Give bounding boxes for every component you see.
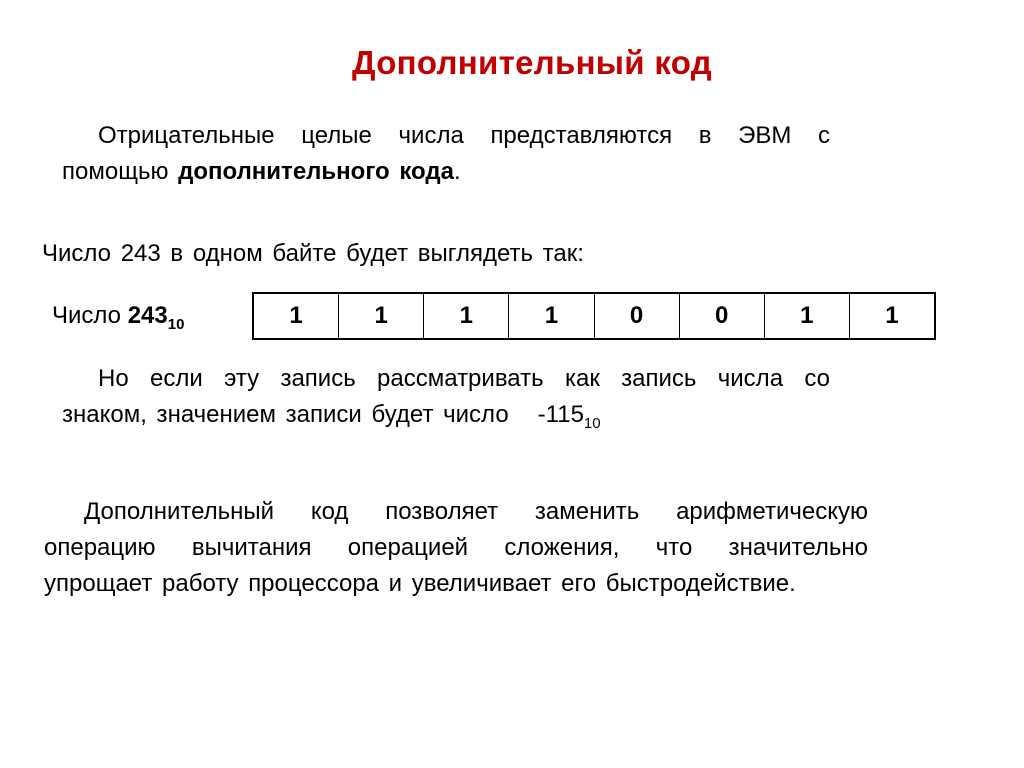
- bit-cell: 1: [289, 302, 303, 329]
- byte-table: [252, 292, 936, 340]
- signed-value-base: 10: [583, 415, 601, 432]
- paragraph-line: упрощает работу процессора и увеличивает его быстродействие.: [44, 570, 796, 597]
- bit-cell: 1: [764, 294, 849, 338]
- bit-cell: 1: [508, 294, 593, 338]
- paragraph-line: Отрицательные целые числа представляются в ЭВМ с: [98, 122, 830, 149]
- bit-cell: 0: [679, 294, 764, 338]
- paragraph-line: знаком, значением записи будет число -115: [62, 401, 584, 428]
- paragraph-line: операцию вычитания операцией сложения, что значительно: [44, 534, 868, 561]
- paragraph-advantages: [44, 494, 868, 602]
- bit-cell: 1: [338, 294, 423, 338]
- paragraph-line: Дополнительный код позволяет заменить арифметическую: [84, 498, 868, 525]
- paragraph-negative-numbers: [62, 118, 830, 190]
- number-label-prefix: Число: [52, 302, 128, 329]
- paragraph-signed-interpretation: [62, 361, 830, 433]
- number-base: 10: [167, 316, 185, 333]
- bit-cell: 0: [594, 294, 679, 338]
- paragraph-text: помощью: [62, 158, 179, 185]
- number-label: [52, 302, 185, 333]
- number-value: [127, 302, 185, 333]
- paragraph-text: .: [453, 158, 461, 185]
- slide-title: Дополнительный код: [351, 44, 712, 81]
- bold-term: дополнительного кода: [178, 158, 454, 185]
- bit-cell: 1: [423, 294, 508, 338]
- number-value-digits: 243: [127, 302, 168, 329]
- paragraph-line: Но если эту запись рассматривать как запись числа со: [98, 365, 830, 392]
- bit-cell: 1: [849, 294, 934, 338]
- paragraph-byte-intro: Число 243 в одном байте будет выглядеть так:: [42, 240, 584, 267]
